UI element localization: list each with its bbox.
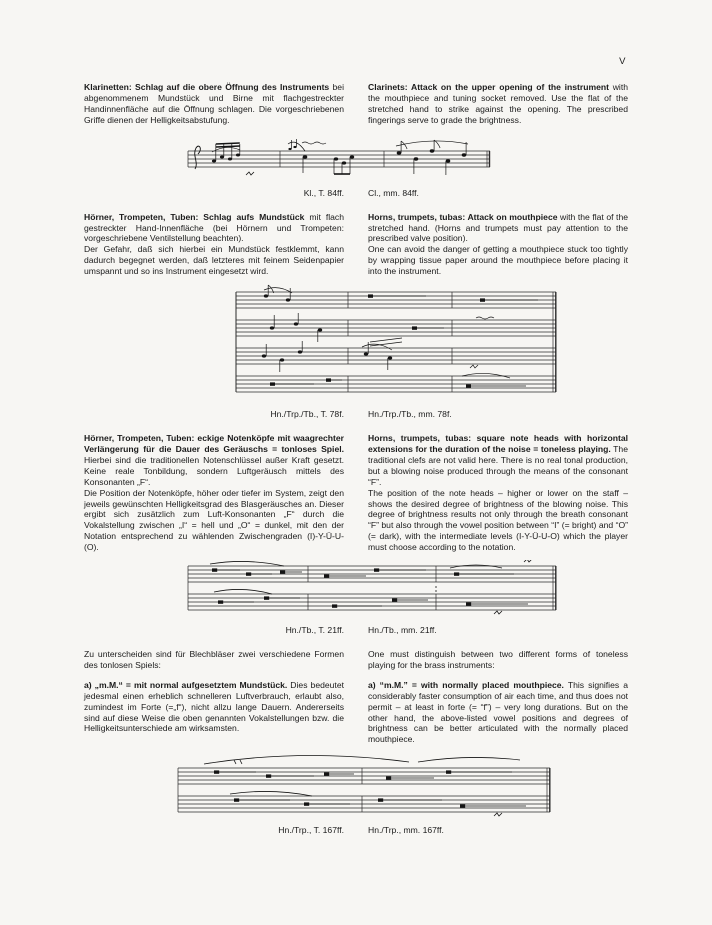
section-clarinets	[84, 82, 628, 126]
music-example-brass-attack	[84, 284, 628, 419]
page-number: V	[619, 56, 626, 67]
paragraph	[84, 82, 344, 126]
paragraph-text: The traditional clefs are not valid here. There is no real tonal production, but a blowing noise produced through the means of the consonant “F”.	[368, 443, 628, 487]
caption-german: Hn./Trp., T. 167ff.	[278, 825, 344, 836]
paragraph-text: Zu unterscheiden sind für Blechbläser zwei verschiedene Formen des tonlosen Spiels:	[84, 649, 344, 670]
paragraph	[84, 433, 344, 488]
english-column	[368, 212, 628, 277]
paragraph	[368, 212, 628, 245]
music-captions	[84, 409, 628, 419]
music-notation-icon	[184, 560, 559, 618]
paragraph-text: Dies bedeutet jedesmal einen erheblich schnelleren Luftverbrauch, erlaubt also, zumindest im Forte (=„f“), nicht allzu lange Dauern. Andererseits sind auf diese Weise die oben genannten Vokalstellungen bzw. die Helligkeitsunterschiede am wirksamsten.	[84, 679, 344, 734]
caption-english: Hn./Trp./Tb., mm. 78f.	[368, 409, 452, 420]
caption-german: Kl., T. 84ff.	[303, 187, 344, 198]
paragraph-text: with the mouthpiece and tuning socket removed. Use the flat of the stretched hand to strike against the opening. The prescribed fingerings serve to grade the brightness.	[368, 82, 629, 125]
music-example-toneless	[84, 752, 628, 835]
paragraph-text: Die Position der Notenköpfe, höher oder tiefer im System, zeigt den jeweils gewünschten Helligkeitsgrad des Blasgeräusches an. Dieser ergibt sich zusätzlich zum Luft-Konsonanten „F“ durch die Vokalstellung zwischen „I“ = hell und „O“ = dunkel, mit den der Notation entsprechend zu wählenden Zwischengraden (I)-Y-Ü-U-(O).	[84, 487, 344, 553]
music-example-clarinets	[84, 133, 628, 198]
paragraph	[368, 244, 628, 277]
paragraph-lead: a) „m.M.“ = mit normal aufgesetztem Mundstück.	[84, 679, 288, 690]
section-toneless-forms	[84, 649, 628, 745]
paragraph	[368, 433, 628, 488]
paragraph-lead: Hörner, Trompeten, Tuben: Schlag aufs Mundstück	[84, 211, 305, 222]
music-notation-icon	[184, 133, 494, 181]
paragraph	[368, 82, 628, 126]
english-column	[368, 433, 628, 553]
paragraph	[84, 649, 344, 671]
paragraph-text: with the flat of the stretched hand. (Horns and trumpets must pay attention to the prescribed valve position).	[368, 211, 629, 244]
german-column	[84, 82, 344, 126]
english-column	[368, 82, 628, 126]
section-square-noteheads	[84, 433, 628, 553]
paragraph-lead: Hörner, Trompeten, Tuben: eckige Notenköpfe mit waagrechter Verlängerung für die Dauer des Geräuschs = tonloses Spiel.	[84, 433, 344, 454]
paragraph	[84, 680, 344, 735]
music-example-square-noteheads	[84, 560, 628, 635]
page-content	[84, 82, 628, 835]
paragraph-lead: a) “m.M.” = with normally placed mouthpiece.	[368, 679, 564, 690]
paragraph	[368, 649, 628, 671]
german-column	[84, 433, 344, 553]
paragraph-text: One must distinguish between two different forms of toneless playing for the brass instruments:	[368, 649, 628, 670]
caption-english: Hn./Trp., mm. 167ff.	[368, 825, 444, 836]
paragraph-lead: Horns, trumpets, tubas: square note heads with horizontal extensions for the duration of the noise = toneless playing.	[368, 433, 628, 454]
paragraph-text: bei abgenommenem Mundstück und Birne mit flachgestreckter Handinnenfläche auf die Öffnung schlagen. Die vorgeschriebenen Griffe dienen der Helligkeitsabstufung.	[84, 82, 344, 125]
music-captions	[84, 625, 628, 635]
paragraph-lead: Horns, trumpets, tubas: Attack on mouthpiece	[368, 211, 558, 222]
paragraph-lead: Clarinets: Attack on the upper opening of the instrument	[368, 82, 610, 92]
paragraph-text: mit flach gestreckter Hand-Innenfläche (bei Hörnern und Trompeten: vorgeschriebene Ventilstellung beachten).	[84, 211, 344, 244]
paragraph-text: One can avoid the danger of getting a mouthpiece stuck too tightly by wrapping tissue paper around the mouthpiece before placing it into the instrument.	[368, 244, 628, 277]
caption-english: Cl., mm. 84ff.	[368, 187, 419, 198]
paragraph-text: The position of the note heads – higher or lower on the staff – shows the desired degree of brightness of the blowing noise. This degree of brightness results not only through the breath consonant “F” but also through the vowel position between “I” (= bright) and “O” (= dark), with the intermediate levels (I-Y-Ü-U-O) which the player must choose according to the notation.	[368, 487, 628, 553]
paragraph	[368, 488, 628, 553]
paragraph-text: This signifies a considerably faster consumption of air each time, and thus does not permit – at least in forte (= “f”) – very long durations. But on the other hand, the above-listed vowel positions and degrees of brightness can be better articulated with the normally placed mouthpiece.	[368, 679, 628, 745]
music-captions	[84, 825, 628, 835]
german-column	[84, 649, 344, 745]
paragraph-text: Hierbei sind die traditionellen Notenschlüssel außer Kraft gesetzt. Keine reale Tonbildung, sondern Luftgeräusch mittels des Konsonanten „F“.	[84, 454, 344, 487]
paragraph	[84, 488, 344, 553]
german-column	[84, 212, 344, 277]
caption-english: Hn./Tb., mm. 21ff.	[368, 625, 437, 636]
paragraph	[84, 244, 344, 277]
paragraph	[84, 212, 344, 245]
paragraph-text: Der Gefahr, daß sich hierbei ein Mundstück festklemmt, kann dadurch begegnet werden, daß letzteres mit feinem Seidenpapier umspannt und so ins Instrument eingesetzt wird.	[84, 244, 344, 277]
english-column	[368, 649, 628, 745]
caption-german: Hn./Trp./Tb., T. 78f.	[270, 409, 344, 420]
music-notation-icon	[230, 284, 560, 402]
paragraph	[368, 680, 628, 745]
section-brass-attack	[84, 212, 628, 277]
music-notation-icon	[174, 752, 554, 818]
music-captions	[84, 188, 628, 198]
caption-german: Hn./Tb., T. 21ff.	[285, 625, 344, 636]
paragraph-lead: Klarinetten: Schlag auf die obere Öffnung des Instruments	[84, 82, 330, 92]
